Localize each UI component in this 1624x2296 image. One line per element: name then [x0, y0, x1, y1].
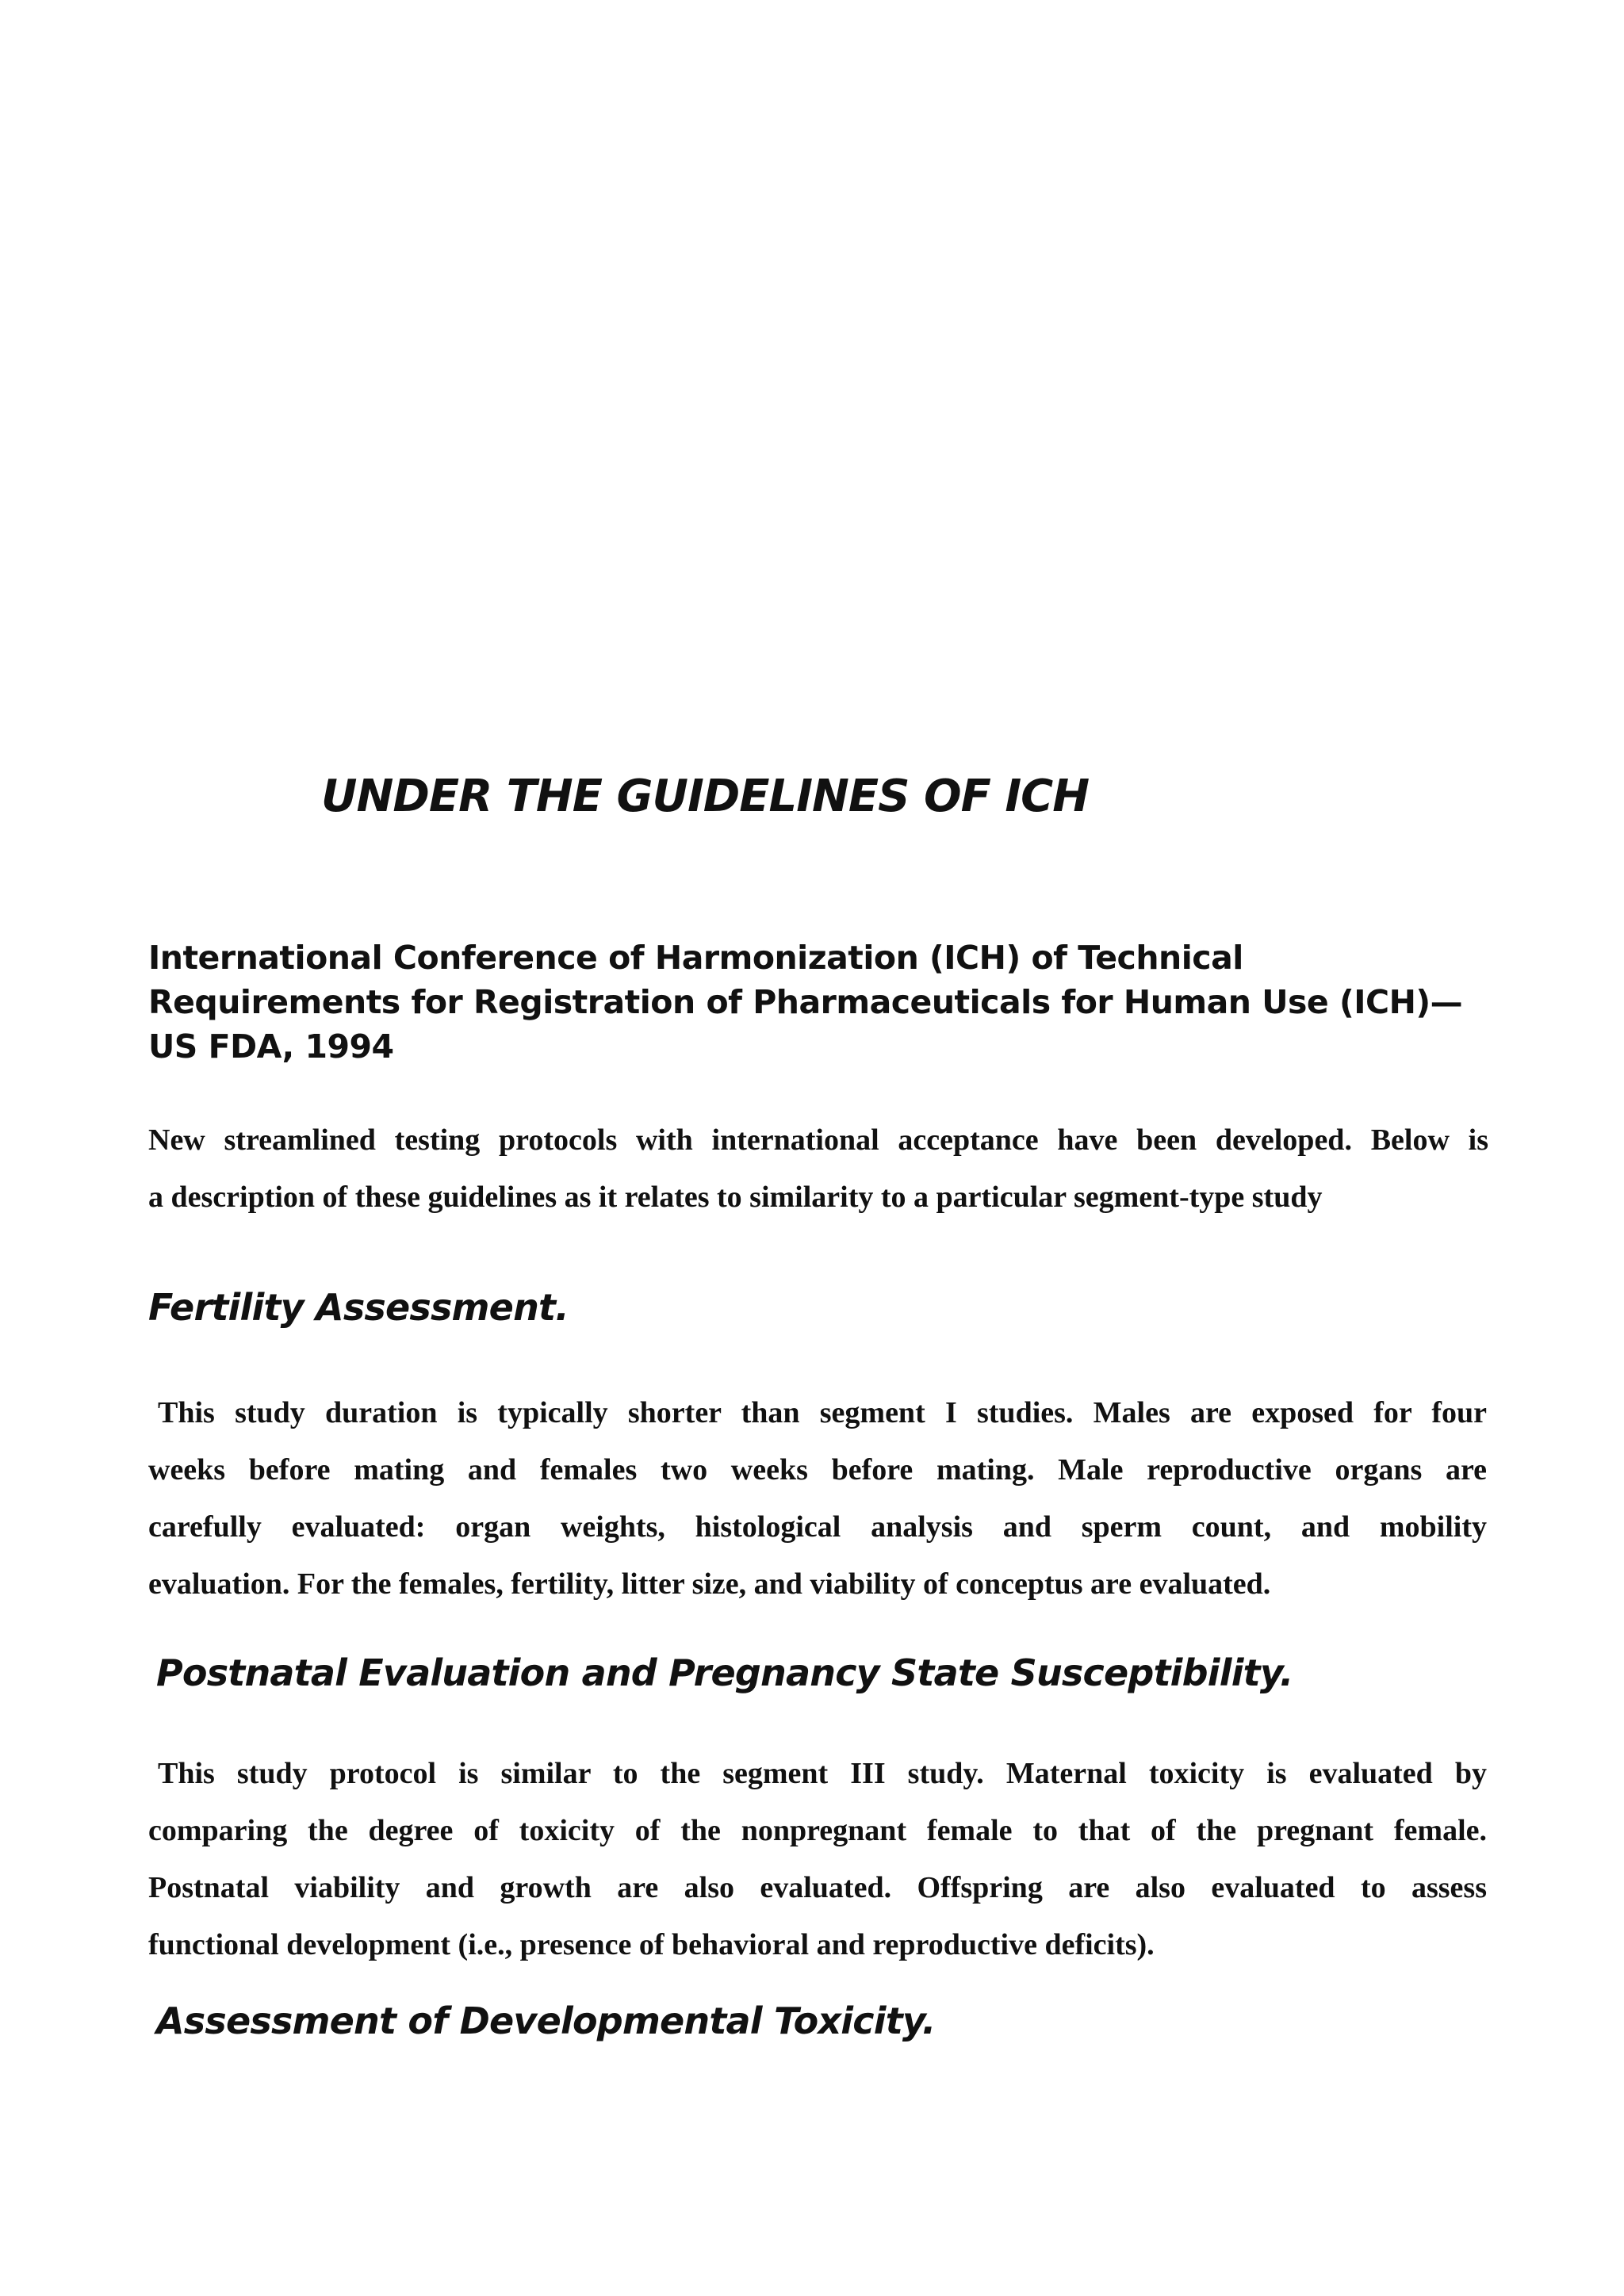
paragraph-line: New streamlined testing protocols with international acceptance have been developed. Below is [148, 1123, 1488, 1157]
paragraph-line: comparing the degree of toxicity of the nonpregnant female to that of the pregnant female. [148, 1814, 1487, 1847]
page-title: UNDER THE GUIDELINES OF ICH [321, 771, 1090, 822]
paragraph-line: weeks before mating and females two weeks before mating. Male reproductive organs are [148, 1453, 1487, 1487]
paragraph-line: This study protocol is similar to the segment III study. Maternal toxicity is evaluated by [158, 1757, 1487, 1790]
section-paragraph-fertility [148, 1384, 1487, 1613]
paragraph-line: functional development (i.e., presence of behavioral and reproductive deficits). [148, 1928, 1155, 1961]
intro-paragraph [148, 1112, 1488, 1226]
section-heading-postnatal: Postnatal Evaluation and Pregnancy State Susceptibility. [156, 1651, 1293, 1694]
subtitle-line: International Conference of Harmonization (ICH) of Technical [148, 939, 1243, 977]
paragraph-line: a description of these guidelines as it relates to similarity to a particular segment-type study [148, 1181, 1323, 1214]
section-heading-developmental-toxicity: Assessment of Developmental Toxicity. [156, 1999, 936, 2042]
paragraph-line: This study duration is typically shorter than segment I studies. Males are exposed for four [158, 1396, 1487, 1429]
section-paragraph-postnatal [148, 1745, 1487, 1973]
subtitle-line: Requirements for Registration of Pharmaceuticals for Human Use (ICH)— [148, 983, 1463, 1021]
paragraph-line: carefully evaluated: organ weights, histological analysis and sperm count, and mobility [148, 1510, 1487, 1544]
subtitle-line: US FDA, 1994 [148, 1027, 394, 1066]
document-subtitle [148, 936, 1496, 1069]
section-heading-fertility: Fertility Assessment. [148, 1286, 569, 1329]
paragraph-line: evaluation. For the females, fertility, litter size, and viability of conceptus are evaluated. [148, 1567, 1271, 1601]
paragraph-line: Postnatal viability and growth are also evaluated. Offspring are also evaluated to assess [148, 1871, 1487, 1904]
